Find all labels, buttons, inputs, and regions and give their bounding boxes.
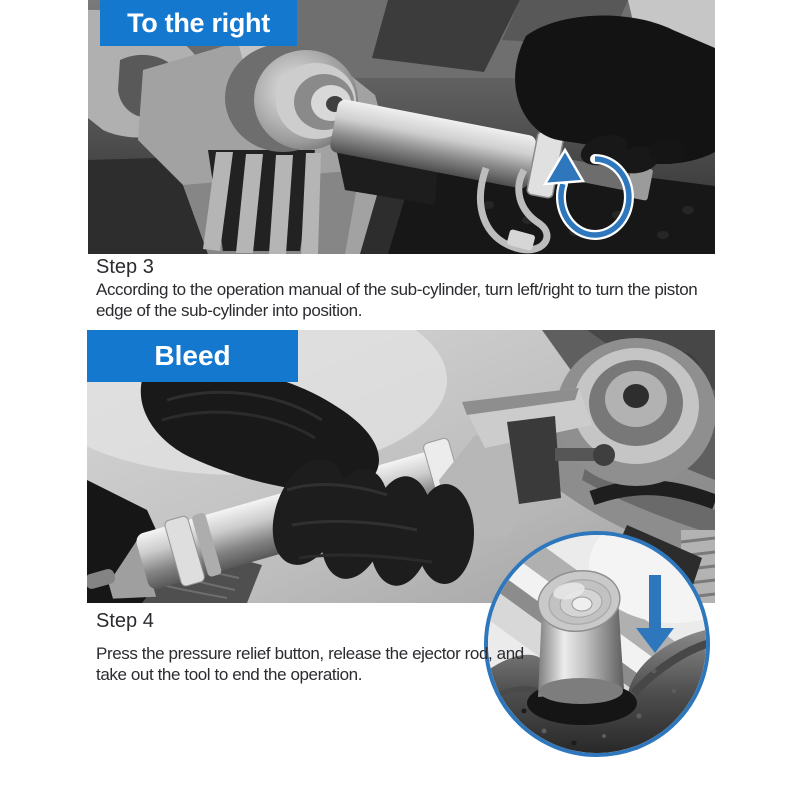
step3-banner-label: To the right bbox=[127, 7, 270, 38]
step3-heading: Step 3 bbox=[96, 256, 154, 278]
step4-banner-label: Bleed bbox=[154, 340, 231, 371]
step3-photo bbox=[88, 0, 715, 254]
step4-description: Press the pressure relief button, release the ejector rod, and take out the tool to end the operation. bbox=[96, 644, 524, 684]
step4-banner bbox=[87, 330, 298, 382]
step3-banner bbox=[100, 0, 297, 46]
step4-heading: Step 4 bbox=[96, 610, 154, 632]
step3-description: According to the operation manual of the sub-cylinder, turn left/right to turn the piston edge of the sub-cylinder into position. bbox=[96, 280, 698, 320]
